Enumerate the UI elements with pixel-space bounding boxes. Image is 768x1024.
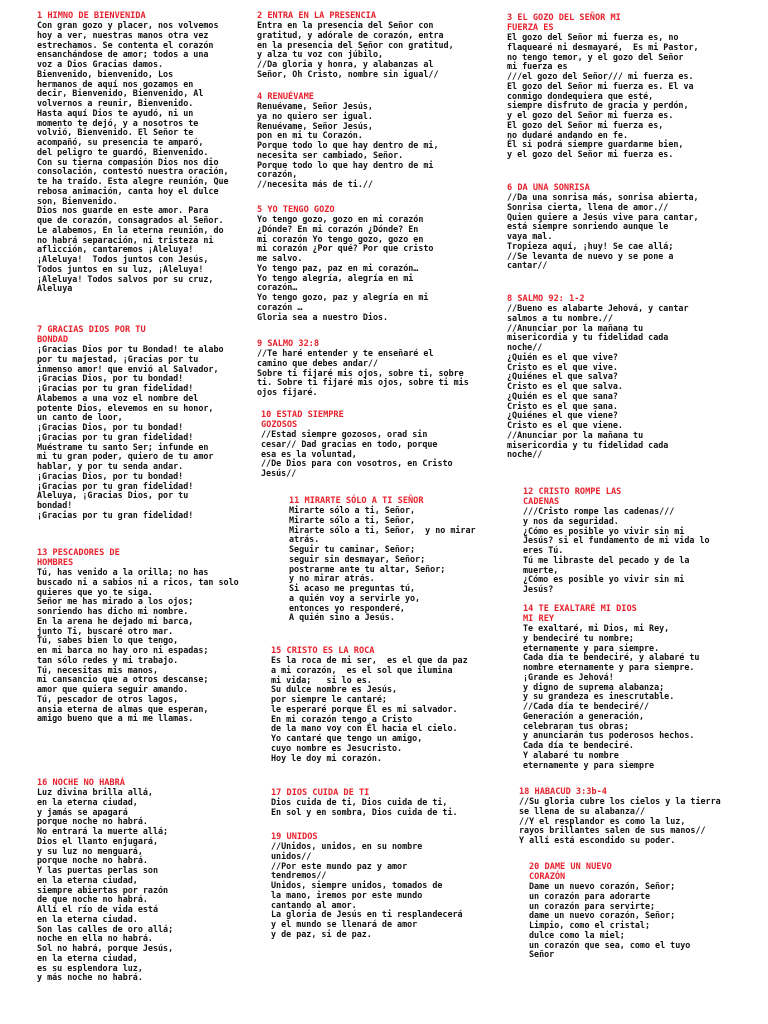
lyric-line: se llena de su alabanza//	[519, 805, 646, 816]
lyric-line: hermanos de aquí nos gozamos en	[37, 78, 194, 89]
lyric-line: corazón,	[257, 169, 298, 180]
song-title: 18 HABACUD 3:3b-4	[519, 787, 607, 797]
lyric-line: ¿Cómo es posible yo vivir sin mi	[523, 574, 685, 585]
lyric-line: ¿Quiénes el que salva?	[507, 371, 618, 382]
lyric-line: //Unidos, unidos, en su nombre	[271, 841, 423, 851]
lyric-line: de que noche no habrá.	[37, 894, 148, 905]
lyric-line: en la presencia del Señor con gratitud,	[257, 39, 454, 50]
lyric-line: eternamente y para siempre	[523, 759, 655, 770]
lyric-line: Y las puertas perlas son	[37, 865, 159, 875]
lyric-line: Jesús? si el fundamento de mi vida lo	[523, 535, 710, 546]
lyric-line: Yo tengo paz, paz en mi corazón…	[257, 262, 419, 273]
lyric-line: //Da una sonrisa más, sonrisa abierta,	[507, 192, 699, 202]
lyric-line: en la eterna ciudad,	[37, 952, 138, 963]
lyric-line: y su grandeza es inescrutable.	[523, 691, 675, 702]
lyric-line: Hasta aquí Dios te ayudó, ni un	[37, 107, 194, 118]
lyric-line: flaquearé ni desmayaré, Es mi Pastor,	[507, 41, 699, 52]
lyric-line: //necesita más de ti.//	[257, 179, 373, 189]
lyric-line: y el mundo se llenará de amor	[271, 919, 418, 929]
lyric-line: Tú, has venido a la orilla; no has	[37, 567, 209, 577]
song-block	[519, 787, 721, 846]
lyric-line: Cristo es el que salva.	[507, 381, 623, 391]
lyric-line: de la mano voy con Él hacia el cielo.	[271, 723, 458, 734]
lyric-line: a mi corazón, es el sol que ilumina	[271, 664, 453, 675]
lyric-line: Mirarte sólo a ti, Señor,	[289, 514, 416, 525]
lyric-line: ojos fijaré.	[257, 387, 318, 397]
lyric-line: noche//	[507, 449, 543, 460]
lyric-line: amigo bueno que a mi me llamas.	[37, 713, 194, 724]
lyric-line: A quién sino a Jesús.	[289, 612, 395, 623]
lyric-line: celebraran tus obras;	[523, 720, 629, 731]
lyric-line: ¡Grande es Jehová!	[523, 671, 614, 682]
lyric-line: mi corazón Yo tengo gozo, gozo en	[257, 233, 424, 244]
lyric-line: Hoy le doy mi corazón.	[271, 752, 382, 763]
lyric-line: El gozo del Señor mi fuerza es. El va	[507, 80, 694, 91]
song-title: 1 HIMNO DE BIENVENIDA	[37, 11, 146, 21]
song-title: 4 RENUÉVAME	[257, 92, 314, 102]
lyric-line: en mi barca no hay oro ni espadas;	[37, 645, 209, 655]
lyric-line: mi fuerza es	[507, 61, 568, 72]
lyric-line: sonriendo has dicho mi nombre.	[37, 606, 189, 616]
lyric-line: en la eterna ciudad.	[37, 913, 138, 924]
lyric-line: Bienvenido, bienvenido, Los	[37, 68, 174, 79]
lyric-line: hablar, y por tu senda andar.	[37, 461, 184, 471]
lyric-line: //Cada día te bendeciré//	[523, 701, 650, 711]
lyric-line: un corazón que sea, como el tuyo	[529, 939, 691, 950]
lyric-line: Cristo es el que vive.	[507, 361, 618, 372]
lyric-line: Entra en la presencia del Señor con	[257, 20, 434, 30]
lyric-line: tan sólo redes y mi trabajo.	[37, 654, 179, 665]
lyric-line: un canto de loor,	[37, 412, 123, 423]
lyric-line: aflicción, cantaremos ¡Aleluya!	[37, 244, 194, 255]
lyric-line: Aleluya, ¡Gracias Dios, por tu	[37, 490, 189, 501]
lyric-line: cesar// Dad gracias en todo, porque	[261, 438, 438, 449]
lyric-line: Le alabemos, En la eterna reunión, do	[37, 224, 224, 235]
lyric-line: salmos a tu nombre.//	[507, 312, 613, 323]
lyric-line: Aleluya	[37, 283, 73, 294]
lyric-line: acompañó, su presencia te amparó,	[37, 137, 204, 147]
lyric-line: Son las calles de oro allá;	[37, 923, 174, 934]
lyric-line: El gozo del Señor mi fuerza es, no	[507, 32, 679, 42]
lyric-line: rayos brillantes salen de sus manos//	[519, 825, 706, 836]
lyric-line: ///el gozo del Señor/// mi fuerza es.	[507, 71, 694, 81]
lyric-line: nombre eternamente y para siempre.	[523, 662, 695, 672]
lyric-line: Muéstrame tu santo Ser; infunde en	[37, 441, 209, 452]
lyric-line: Dios el llanto enjugará,	[37, 835, 159, 846]
lyric-line: momento te dejó, y a nosotros te	[37, 117, 199, 128]
lyric-line: En la arena he dejado mi barca,	[37, 615, 194, 626]
lyric-line: volvió, Bienvenido. El Señor te	[37, 127, 194, 138]
lyric-line: ansia eterna de almas que esperan,	[37, 703, 209, 714]
lyric-line: y jamás se apagará	[37, 806, 128, 817]
lyric-line: ya no quiero ser igual.	[257, 110, 373, 121]
lyric-line: y bendeciré tu nombre;	[523, 632, 634, 643]
lyric-line: siempre abiertas por razón	[37, 884, 169, 895]
lyric-line: ¿Quién es el que vive?	[507, 351, 618, 362]
lyric-line: está siempre sonriendo aunque le	[507, 221, 669, 232]
lyric-line: rebosa animación, canta hoy el dulce	[37, 185, 219, 196]
song-block	[507, 13, 699, 160]
song-block	[257, 339, 469, 398]
lyric-line: Tú, sabes bien lo que tengo,	[37, 635, 179, 646]
lyric-line: //Su gloria cubre los cielos y la tierra	[519, 796, 721, 806]
lyric-line: El gozo del Señor mi fuerza es,	[507, 119, 664, 130]
lyric-line: cuyo nombre es Jesucristo.	[271, 742, 403, 753]
lyric-line: mi cansancio que a otros descanse;	[37, 674, 209, 685]
lyric-line: Tú, necesitas mis manos,	[37, 664, 159, 675]
lyric-line: //Te haré entender y te enseñaré el	[257, 348, 434, 358]
lyric-line: hoy a ver, nuestras manos otra vez	[37, 29, 209, 40]
lyric-line: ¿Quiénes el que viene?	[507, 410, 618, 421]
lyric-line: ¡Gracias por tu gran fidelidad!	[37, 383, 194, 393]
lyric-line: Tú, pescador de otros lagos,	[37, 693, 179, 704]
lyric-line: Mirarte sólo a ti, Señor, y no mirar	[289, 524, 476, 535]
lyric-line: ¡Gracias por tu gran fidelidad!	[37, 431, 194, 442]
lyric-line: Señor me has mirado a los ojos;	[37, 596, 194, 607]
lyric-line: la mano, iremos por este mundo	[271, 889, 423, 900]
song-title: 8 SALMO 92: 1-2	[507, 294, 585, 304]
lyric-line: conmigo dondequiera que esté,	[507, 90, 654, 101]
lyric-line: buscado ni a sabios ni a ricos, tan solo	[37, 576, 239, 587]
lyric-line: junto Ti, buscaré otro mar.	[37, 625, 174, 636]
lyric-line: Luz divina brilla allá,	[37, 787, 153, 797]
lyric-line: Limpio, como el cristal;	[529, 920, 651, 930]
lyric-line: Su dulce nombre es Jesús,	[271, 684, 398, 695]
lyric-line: //Anunciar por la mañana tu	[507, 429, 644, 440]
lyric-line: por siempre le cantaré;	[271, 694, 387, 704]
lyric-line: Cristo es el que viene.	[507, 420, 623, 430]
song-block	[529, 862, 690, 960]
lyric-line: y el gozo del Señor mi fuerza es.	[507, 149, 674, 159]
lyric-line: Sonrisa cierta, llena de amor.//	[507, 201, 669, 212]
lyric-line: me salvo.	[257, 253, 303, 263]
lyric-line: Quien quiere a Jesús vive para cantar,	[507, 211, 699, 222]
song-title: 11 MIRARTE SÓLO A TI SEÑOR	[289, 496, 424, 506]
lyric-line: Mirarte sólo a ti, Señor,	[289, 505, 416, 515]
lyric-line: //Y el resplandor es como la luz,	[519, 815, 686, 826]
lyric-line: no habrá separación, ni tristeza ni	[37, 234, 214, 245]
lyric-line: porque noche no habrá.	[37, 855, 148, 866]
lyric-line: Alabemos a una voz el nombre del	[37, 392, 199, 403]
lyric-line: te ha traído. Esta alegre reunión, Que	[37, 176, 229, 186]
lyric-line: Es la roca de mi ser, es el que da paz	[271, 655, 468, 665]
lyric-line: //Anunciar por la mañana tu	[507, 322, 644, 333]
lyric-line: dame un nuevo corazón, Señor;	[529, 910, 676, 921]
lyric-line: gratitud, y adórale de corazón, entra	[257, 29, 444, 40]
lyric-line: ¿Cómo es posible yo vivir sin mi	[523, 525, 685, 536]
lyric-line: postrarme ante tu altar, Señor;	[289, 563, 446, 574]
lyric-line: Yo tengo gozo, gozo en mi corazón	[257, 214, 424, 224]
song-title: 17 DIOS CUIDA DE TI	[271, 788, 370, 798]
lyric-line: ¡Gracias Dios, por tu bondad!	[37, 422, 184, 432]
lyric-line: //Estad siempre gozosos, orad sin	[261, 429, 428, 439]
lyric-line: //De Dios para con vosotros, en Cristo	[261, 458, 453, 469]
lyric-line: Señor	[529, 949, 555, 960]
lyric-line: eres Tú.	[523, 545, 564, 555]
lyric-line: Yo tengo gozo, paz y alegría en mi	[257, 292, 429, 302]
lyric-line: En mi corazón tengo a Cristo	[271, 713, 413, 724]
lyric-line: le esperaré porque Él es mi salvador.	[271, 703, 458, 714]
lyric-line: consolación, contestó nuestra oración,	[37, 166, 229, 177]
lyric-line: atrás.	[289, 534, 320, 545]
lyric-line: ¡Aleluya! Todos salvos por su cruz,	[37, 273, 214, 284]
lyric-line: Seguir tu caminar, Señor;	[289, 544, 416, 554]
song-title: 13 PESCADORES DE HOMBRES	[37, 548, 120, 568]
song-title: 3 EL GOZO DEL SEÑOR MI FUERZA ES	[507, 13, 621, 33]
lyric-line: amor que quiera seguir amando.	[37, 684, 189, 694]
lyric-line: necesita ser cambiado, Señor.	[257, 149, 404, 160]
lyric-line: que de corazón, consagrados al Señor.	[37, 215, 224, 225]
lyric-line: ¡Gracias por tu gran fidelidad!	[37, 480, 194, 491]
lyric-line: estrechamos. Se contenta el corazón	[37, 39, 214, 50]
song-title: 19 UNIDOS	[271, 832, 318, 842]
lyric-line: dulce como la miel;	[529, 929, 625, 940]
lyric-line: esa es la voluntad,	[261, 448, 357, 459]
lyric-line: potente Dios, elevemos en su honor,	[37, 402, 214, 413]
song-title: 16 NOCHE NO HABRÁ	[37, 778, 125, 788]
lyric-line: y nos da seguridad.	[523, 515, 619, 526]
lyric-line: Renuévame, Señor Jesús,	[257, 120, 373, 131]
lyric-line: noche en ella no habrá.	[37, 933, 153, 944]
song-title: 20 DAME UN NUEVO CORAZÓN	[529, 862, 612, 882]
lyric-line: Dios nos guarde en este amor. Para	[37, 205, 209, 216]
lyric-line: siempre disfruto de gracia y perdón,	[507, 100, 689, 111]
lyric-line: Dame un nuevo corazón, Señor;	[529, 881, 676, 891]
lyric-line: No entrará la muerte allá;	[37, 826, 169, 836]
lyric-line: y no mirar atrás.	[289, 573, 375, 584]
lyric-line: Todos juntos en su luz, ¡Aleluya!	[37, 263, 204, 274]
lyric-line: ensanchándose de amor; todos a una	[37, 49, 209, 60]
lyric-line: misericordia y tu fidelidad cada	[507, 439, 669, 450]
lyric-line: y alza tu voz con júbilo,	[257, 49, 384, 60]
lyric-line: muerte,	[523, 564, 559, 575]
lyric-line: y su luz no menguará,	[37, 845, 143, 856]
song-block	[257, 205, 433, 322]
song-block	[289, 496, 476, 623]
lyric-line: Sobre ti fijaré mis ojos, sobre ti, sobre	[257, 367, 464, 378]
lyric-line: pon en mi tu Corazón.	[257, 130, 363, 141]
lyric-line: mi tu gran poder, quiero de tu amor	[37, 451, 214, 462]
lyric-line: no dudaré andando en fe.	[507, 129, 629, 140]
lyric-line: Cada día te bendeciré.	[523, 740, 634, 750]
lyric-line: inmenso amor! que envió al Salvador,	[37, 363, 219, 374]
lyric-line: ¡Gracias Dios, por tu bondad!	[37, 373, 184, 384]
lyric-line: Te exaltaré, mi Dios, mi Rey,	[523, 623, 670, 633]
lyric-line: corazón…	[257, 282, 298, 293]
lyric-line: es su esplendora luz,	[37, 962, 143, 973]
song-block	[257, 92, 439, 190]
song-block	[507, 294, 689, 460]
lyric-line: cantando al amor.	[271, 899, 357, 910]
lyric-line: y anunciarán tus poderosos hechos.	[523, 730, 695, 741]
lyric-line: bondad!	[37, 500, 73, 510]
lyric-line: porque noche no habrá.	[37, 816, 148, 827]
lyric-line: Con su tierna compasión Dios nos dio	[37, 156, 219, 167]
lyric-line: corazón …	[257, 301, 303, 312]
lyric-line: ¡Aleluya! Todos juntos con Jesús,	[37, 254, 209, 264]
lyric-line: Renuévame, Señor Jesús,	[257, 101, 373, 111]
song-title: 5 YO TENGO GOZO	[257, 205, 335, 215]
lyric-line: un corazón para adorarte	[529, 890, 651, 901]
lyric-line: quieres que yo te siga.	[37, 586, 153, 597]
lyric-line: ///Cristo rompe las cadenas///	[523, 506, 675, 516]
song-title: 10 ESTAD SIEMPRE GOZOSOS	[261, 410, 344, 430]
lyric-line: //Por este mundo paz y amor	[271, 860, 408, 871]
lyric-line: Tú me libraste del pecado y de la	[523, 554, 690, 565]
lyric-line: y digno de suprema alabanza;	[523, 681, 665, 692]
lyric-line: Tropieza aquí, ¡huy! Se cae allá;	[507, 240, 674, 251]
lyric-line: ¿Dónde? En mi corazón ¿Dónde? En	[257, 223, 419, 234]
lyric-line: y de paz, si de paz.	[271, 928, 372, 939]
lyric-line: noche//	[507, 342, 543, 352]
lyric-line: por tu majestad, ¡Gracias por tu	[37, 353, 199, 364]
lyric-line: y más noche no habrá.	[37, 972, 143, 983]
song-block	[271, 788, 458, 818]
lyric-line: camino que debes andar//	[257, 357, 379, 368]
lyric-line: //Se levanta de nuevo y se pone a	[507, 250, 674, 261]
lyric-line: del peligro te guardó, Bienvenido.	[37, 146, 209, 157]
lyric-line: Sol no habrá, porque Jesús,	[37, 943, 174, 953]
lyric-line: Señor, Oh Cristo, nombre sin igual//	[257, 68, 439, 79]
lyric-line: cantar//	[507, 260, 548, 271]
song-block	[271, 646, 468, 763]
lyric-line: a quién voy a servirle yo,	[289, 592, 421, 603]
song-block	[523, 487, 710, 595]
lyric-line: unidos//	[271, 850, 312, 861]
lyric-line: Porque todo lo que hay dentro de mi,	[257, 140, 439, 150]
lyric-line: Dios cuida de ti, Dios cuida de ti,	[271, 797, 448, 807]
lyric-line: ti. Sobre ti fijaré mis ojos, sobre ti mis	[257, 377, 469, 388]
song-block	[257, 11, 454, 80]
song-title: 12 CRISTO ROMPE LAS CADENAS	[523, 487, 622, 507]
lyric-line: decir, Bienvenido, Bienvenido, Al	[37, 88, 204, 99]
lyric-line: Jesús//	[261, 468, 297, 478]
lyric-line: Cada día te bendeciré, y alabaré tu	[523, 652, 700, 663]
lyric-line: La gloria de Jesús en ti resplandecerá	[271, 909, 463, 920]
song-title: 2 ENTRA EN LA PRESENCIA	[257, 11, 376, 21]
lyric-line: Allí el río de vida está	[37, 904, 159, 914]
lyric-line: En sol y en sombra, Dios cuida de ti.	[271, 806, 458, 817]
song-block	[37, 11, 229, 294]
lyric-line: son, Bienvenido.	[37, 195, 118, 206]
song-title: 9 SALMO 32:8	[257, 339, 320, 349]
song-title: 14 TE EXALTARÉ MI DIOS MI REY	[523, 604, 637, 624]
lyric-line: voz a Dios Gracias damos.	[37, 59, 164, 69]
song-block	[37, 325, 224, 521]
lyric-line: y el gozo del Señor mi fuerza es.	[507, 110, 674, 120]
lyric-line: Porque todo lo que hay dentro de mi	[257, 159, 434, 170]
song-block	[271, 832, 463, 940]
lyric-line: Con gran gozo y placer, nos volvemos	[37, 20, 219, 30]
song-block	[507, 183, 699, 271]
song-block	[261, 410, 453, 479]
lyric-line: Y alabaré tu nombre	[523, 749, 619, 760]
lyric-line: Yo tengo alegría, alegría en mi	[257, 272, 414, 283]
lyric-line: ¡Gracias por tu gran fidelidad!	[37, 509, 194, 520]
lyric-line: Si acaso me preguntas tú,	[289, 583, 416, 593]
lyric-line: ¡Gracias Dios por tu Bondad! te alabo	[37, 344, 224, 354]
lyric-line: Unidos, siempre unidos, tomados de	[271, 880, 443, 890]
lyric-line: entonces yo responderé,	[289, 602, 405, 613]
lyric-line: //Bueno es alabarte Jehová, y cantar	[507, 303, 689, 313]
lyric-line: Y allí está escondido su poder.	[519, 835, 676, 845]
lyric-line: vaya mal.	[507, 231, 553, 241]
song-block	[523, 604, 699, 770]
lyric-line: //Da gloria y honra, y alabanzas al	[257, 59, 434, 69]
lyric-line: ¿Quién es el que sana?	[507, 390, 618, 401]
lyric-line: Generación a generación,	[523, 710, 645, 721]
lyric-line: no tengo temor, y el gozo del Señor	[507, 51, 684, 62]
song-block	[37, 548, 239, 724]
lyric-line: eternamente y para siempre.	[523, 642, 660, 653]
lyric-line: en la eterna ciudad,	[37, 796, 138, 807]
lyric-line: Jesús?	[523, 584, 554, 594]
song-title: 6 DA UNA SONRISA	[507, 183, 590, 193]
lyric-line: mi vida; si lo es.	[271, 674, 372, 685]
lyric-line: mi corazón ¿Por qué? Por que cristo	[257, 243, 434, 254]
lyric-line: un corazón para servirte;	[529, 900, 656, 911]
song-title: 7 GRACIAS DIOS POR TU BONDAD	[37, 325, 146, 345]
song-block	[37, 778, 173, 983]
lyric-line: misericordia y tu fidelidad cada	[507, 332, 669, 343]
lyric-line: Él si podrá siempre guardarme bien,	[507, 139, 684, 150]
lyric-line: volvernos a reunir, Bienvenido.	[37, 98, 194, 108]
lyric-line: en la eterna ciudad,	[37, 874, 138, 885]
lyric-line: Cristo es el que sana.	[507, 400, 618, 411]
lyric-line: Gloria sea a nuestro Dios.	[257, 311, 389, 322]
song-title: 15 CRISTO ES LA ROCA	[271, 646, 375, 656]
lyric-line: seguir sin desmayar, Señor;	[289, 553, 426, 564]
lyric-line: Yo cantaré que tengo un amigo,	[271, 733, 423, 743]
lyric-line: ¡Gracias Dios, por tu bondad!	[37, 470, 184, 481]
lyric-line: tendremos//	[271, 870, 327, 881]
